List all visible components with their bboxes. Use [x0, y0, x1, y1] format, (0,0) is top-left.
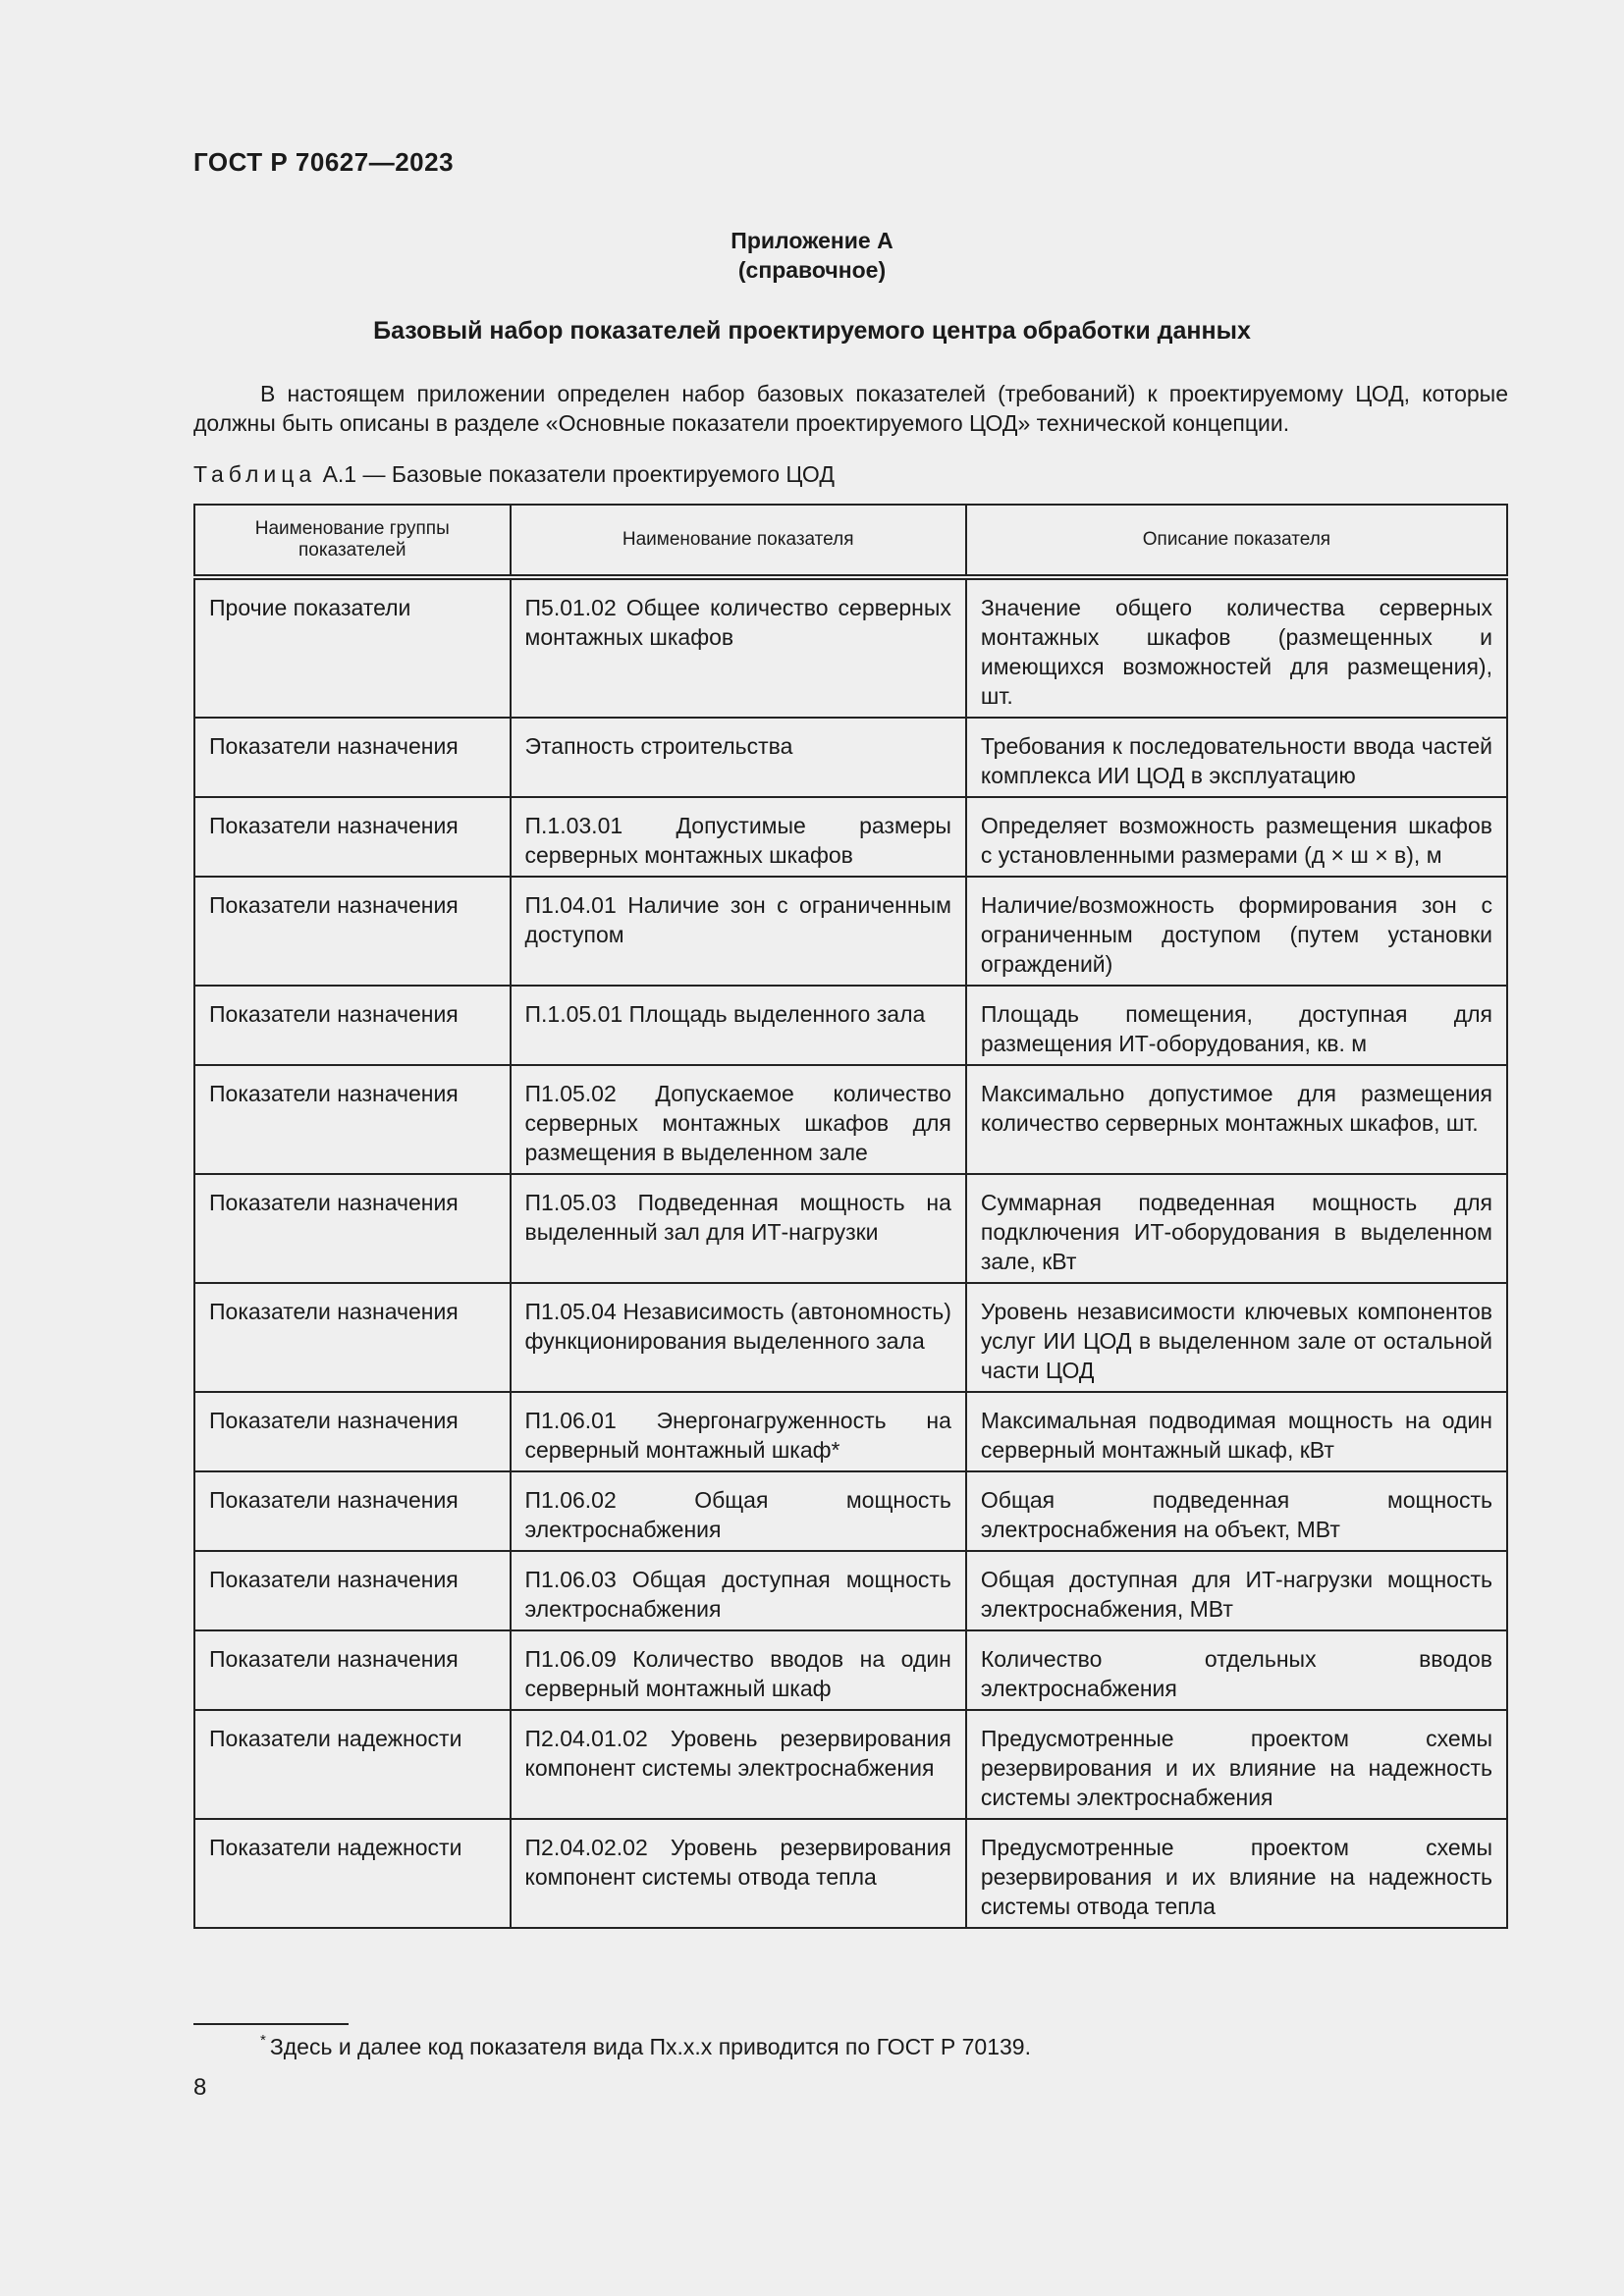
- cell-group: Показатели назначения: [194, 877, 511, 986]
- cell-description: Определяет возможность размещения шкафов с установленными размерами (д × ш × в), м: [966, 797, 1507, 877]
- cell-group: Показатели назначения: [194, 1283, 511, 1392]
- cell-group: Показатели назначения: [194, 1551, 511, 1630]
- indicators-table: [193, 504, 1508, 1929]
- table-row: [194, 1471, 1507, 1551]
- table-row: [194, 1551, 1507, 1630]
- footnote-text: Здесь и далее код показателя вида Пх.х.х приводится по ГОСТ Р 70139.: [269, 2034, 1031, 2059]
- table-caption: [193, 461, 835, 488]
- table-row: [194, 986, 1507, 1065]
- cell-indicator-name: П1.06.03 Общая доступная мощность электроснабжения: [511, 1551, 966, 1630]
- cell-description: Уровень независимости ключевых компонентов услуг ИИ ЦОД в выделенном зале от остальной части ЦОД: [966, 1283, 1507, 1392]
- cell-indicator-name: П2.04.02.02 Уровень резервирования компонент системы отвода тепла: [511, 1819, 966, 1928]
- table-row: [194, 1283, 1507, 1392]
- table-caption-label: Таблица: [193, 461, 317, 487]
- cell-indicator-name: П1.06.02 Общая мощность электроснабжения: [511, 1471, 966, 1551]
- cell-indicator-name: П1.05.02 Допускаемое количество серверных монтажных шкафов для размещения в выделенном зале: [511, 1065, 966, 1174]
- cell-group: Показатели назначения: [194, 986, 511, 1065]
- cell-group: Показатели надежности: [194, 1710, 511, 1819]
- table-caption-text: А.1 — Базовые показатели проектируемого ЦОД: [322, 461, 835, 487]
- table-row: [194, 1819, 1507, 1928]
- cell-group: Показатели назначения: [194, 1392, 511, 1471]
- cell-indicator-name: П.1.05.01 Площадь выделенного зала: [511, 986, 966, 1065]
- cell-indicator-name: П1.06.09 Количество вводов на один серверный монтажный шкаф: [511, 1630, 966, 1710]
- table-row: [194, 1065, 1507, 1174]
- table-row: [194, 1710, 1507, 1819]
- cell-group: Показатели назначения: [194, 1471, 511, 1551]
- cell-group: Показатели назначения: [194, 1065, 511, 1174]
- cell-group: Показатели надежности: [194, 1819, 511, 1928]
- page-number: 8: [193, 2074, 207, 2101]
- appendix-heading: [0, 226, 1624, 285]
- cell-indicator-name: П5.01.02 Общее количество серверных монтажных шкафов: [511, 577, 966, 718]
- table-row: [194, 797, 1507, 877]
- cell-indicator-name: Этапность строительства: [511, 718, 966, 797]
- table-row: [194, 718, 1507, 797]
- header-indicator-name: Наименование показателя: [511, 505, 966, 577]
- cell-description: Максимально допустимое для размещения количество серверных монтажных шкафов, шт.: [966, 1065, 1507, 1174]
- cell-description: Предусмотренные проектом схемы резервирования и их влияние на надежность системы отвода тепла: [966, 1819, 1507, 1928]
- cell-description: Количество отдельных вводов электроснабжения: [966, 1630, 1507, 1710]
- table-row: [194, 877, 1507, 986]
- cell-indicator-name: П1.05.03 Подведенная мощность на выделенный зал для ИТ-нагрузки: [511, 1174, 966, 1283]
- cell-description: Максимальная подводимая мощность на один серверный монтажный шкаф, кВт: [966, 1392, 1507, 1471]
- cell-group: Показатели назначения: [194, 718, 511, 797]
- document-code: ГОСТ Р 70627—2023: [193, 147, 455, 177]
- cell-group: Прочие показатели: [194, 577, 511, 718]
- cell-description: Суммарная подведенная мощность для подключения ИТ-оборудования в выделенном зале, кВт: [966, 1174, 1507, 1283]
- cell-description: Требования к последовательности ввода частей комплекса ИИ ЦОД в эксплуатацию: [966, 718, 1507, 797]
- cell-description: Наличие/возможность формирования зон с ограниченным доступом (путем установки ограждений): [966, 877, 1507, 986]
- cell-indicator-name: П.1.03.01 Допустимые размеры серверных монтажных шкафов: [511, 797, 966, 877]
- table-row: [194, 1630, 1507, 1710]
- cell-indicator-name: П1.05.04 Независимость (автономность) функционирования выделенного зала: [511, 1283, 966, 1392]
- cell-description: Общая подведенная мощность электроснабжения на объект, МВт: [966, 1471, 1507, 1551]
- appendix-subtitle: (справочное): [737, 257, 887, 283]
- cell-description: Предусмотренные проектом схемы резервирования и их влияние на надежность системы электроснабжения: [966, 1710, 1507, 1819]
- cell-description: Общая доступная для ИТ-нагрузки мощность электроснабжения, МВт: [966, 1551, 1507, 1630]
- table-row: [194, 1392, 1507, 1471]
- footnote: [260, 2032, 1031, 2060]
- table-row: [194, 1174, 1507, 1283]
- cell-indicator-name: П2.04.01.02 Уровень резервирования компонент системы электроснабжения: [511, 1710, 966, 1819]
- header-indicator-description: Описание показателя: [966, 505, 1507, 577]
- footnote-mark: *: [260, 2032, 266, 2049]
- cell-group: Показатели назначения: [194, 1630, 511, 1710]
- header-group-name: Наименование группы показателей: [194, 505, 511, 577]
- cell-group: Показатели назначения: [194, 1174, 511, 1283]
- cell-indicator-name: П1.04.01 Наличие зон с ограниченным доступом: [511, 877, 966, 986]
- cell-description: Значение общего количества серверных монтажных шкафов (размещенных и имеющихся возможностей для размещения), шт.: [966, 577, 1507, 718]
- footnote-divider: [193, 2023, 349, 2025]
- cell-group: Показатели назначения: [194, 797, 511, 877]
- cell-indicator-name: П1.06.01 Энергонагруженность на серверный монтажный шкаф*: [511, 1392, 966, 1471]
- intro-paragraph: В настоящем приложении определен набор базовых показателей (требований) к проектируемому ЦОД, которые должны быть описаны в разделе «Основные показатели проектируемого ЦОД» технической концепции.: [193, 381, 1508, 436]
- table-row: [194, 577, 1507, 718]
- table-header-row: [194, 505, 1507, 577]
- appendix-main-title: Базовый набор показателей проектируемого центра обработки данных: [373, 317, 1251, 345]
- appendix-title: Приложение А: [731, 228, 893, 253]
- cell-description: Площадь помещения, доступная для размещения ИТ-оборудования, кв. м: [966, 986, 1507, 1065]
